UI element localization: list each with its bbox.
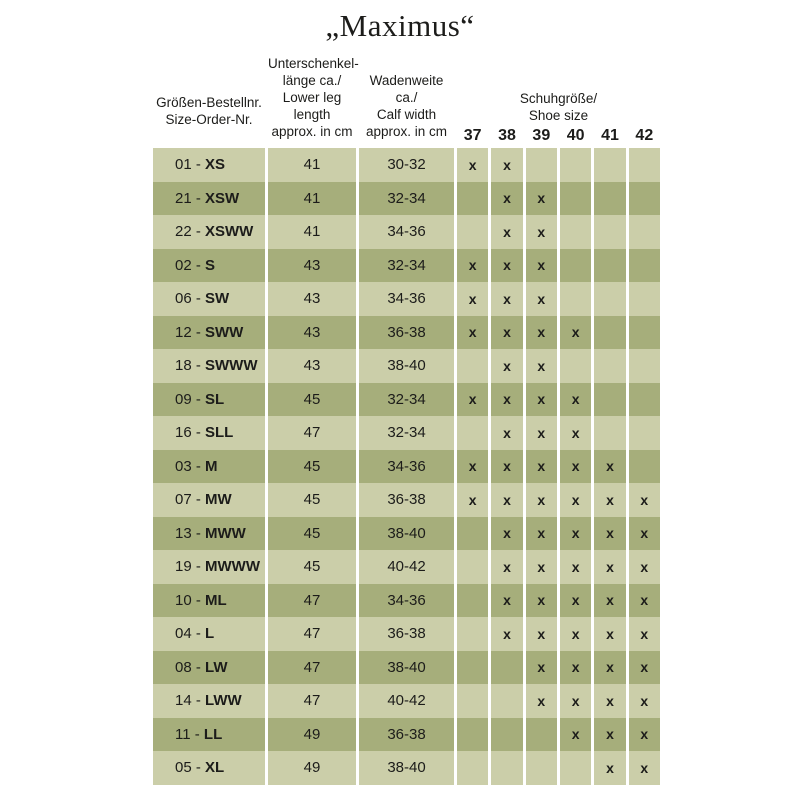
shoe-size-41-mark-cell: x — [594, 718, 625, 752]
calf-width-cell: 36-38 — [359, 316, 454, 350]
calf-width-cell: 32-34 — [359, 416, 454, 450]
shoe-size-41-mark-cell — [594, 416, 625, 450]
shoe-size-38-mark-cell: x — [491, 316, 522, 350]
shoe-size-38-mark-cell: x — [491, 416, 522, 450]
shoe-size-38-mark-cell: x — [491, 349, 522, 383]
shoe-size-39-mark-cell — [526, 148, 557, 182]
shoe-size-37-mark-cell — [457, 584, 488, 618]
lower-leg-length-cell: 47 — [268, 684, 356, 718]
header-line: länge ca./ — [282, 73, 342, 88]
shoe-size-40-mark-cell: x — [560, 684, 591, 718]
order-number: 04 - — [175, 625, 206, 643]
size-order-cell — [153, 718, 265, 752]
size-order-cell — [153, 483, 265, 517]
calf-width-cell: 38-40 — [359, 751, 454, 785]
shoe-size-40-mark-cell: x — [560, 517, 591, 551]
shoe-size-38-mark-cell — [491, 684, 522, 718]
shoe-size-40-mark-cell: x — [560, 718, 591, 752]
table-row — [153, 148, 660, 182]
size-code: L — [205, 625, 215, 643]
shoe-size-38-mark-cell: x — [491, 617, 522, 651]
order-number: 02 - — [175, 256, 206, 274]
calf-width-cell: 30-32 — [359, 148, 454, 182]
size-code: XS — [205, 156, 226, 174]
order-number: 10 - — [175, 591, 206, 609]
shoe-size-41-mark-cell: x — [594, 483, 625, 517]
lower-leg-length-cell: 45 — [268, 550, 356, 584]
size-order-cell — [153, 517, 265, 551]
header-line: Unterschenkel- — [268, 56, 359, 71]
order-number: 08 - — [175, 658, 206, 676]
shoe-size-38-mark-cell — [491, 718, 522, 752]
size-code: M — [205, 457, 218, 475]
size-code: LW — [205, 658, 228, 676]
shoe-size-39-mark-cell: x — [526, 349, 557, 383]
header-shoe-size-37: 37 — [463, 127, 482, 144]
shoe-size-42-mark-cell: x — [629, 584, 660, 618]
shoe-size-41-mark-cell — [594, 215, 625, 249]
calf-width-cell: 32-34 — [359, 249, 454, 283]
shoe-size-39-mark-cell: x — [526, 249, 557, 283]
order-number: 06 - — [175, 290, 206, 308]
header-line: approx. in cm — [365, 124, 448, 139]
shoe-size-38-mark-cell: x — [491, 584, 522, 618]
order-number: 05 - — [175, 759, 206, 777]
header-shoe-size-42: 42 — [635, 127, 654, 144]
header-line: Calf width — [376, 107, 437, 122]
shoe-size-41-mark-cell: x — [594, 550, 625, 584]
shoe-size-41-mark-cell — [594, 282, 625, 316]
shoe-size-41-mark-cell: x — [594, 450, 625, 484]
shoe-size-38-mark-cell — [491, 751, 522, 785]
shoe-size-42-mark-cell — [629, 383, 660, 417]
shoe-size-42-mark-cell — [629, 249, 660, 283]
table-row — [153, 282, 660, 316]
shoe-size-38-mark-cell: x — [491, 215, 522, 249]
table-row — [153, 751, 660, 785]
shoe-size-41-mark-cell — [594, 148, 625, 182]
table-row — [153, 617, 660, 651]
lower-leg-length-cell: 43 — [268, 349, 356, 383]
header-line: Shoe size — [528, 108, 589, 123]
shoe-size-37-mark-cell — [457, 617, 488, 651]
shoe-size-38-mark-cell: x — [491, 249, 522, 283]
header-line: Wadenweite ca./ — [369, 73, 444, 105]
shoe-size-40-mark-cell: x — [560, 483, 591, 517]
table-header — [153, 58, 660, 148]
shoe-size-37-mark-cell: x — [457, 148, 488, 182]
shoe-size-40-mark-cell: x — [560, 584, 591, 618]
table-row — [153, 483, 660, 517]
calf-width-cell: 40-42 — [359, 684, 454, 718]
order-number: 01 - — [175, 156, 206, 174]
shoe-size-37-mark-cell: x — [457, 383, 488, 417]
calf-width-cell: 36-38 — [359, 718, 454, 752]
table-row — [153, 316, 660, 350]
shoe-size-39-mark-cell: x — [526, 617, 557, 651]
size-table — [153, 58, 660, 785]
shoe-size-37-mark-cell — [457, 349, 488, 383]
shoe-size-42-mark-cell — [629, 182, 660, 216]
size-order-cell — [153, 215, 265, 249]
shoe-size-37-mark-cell — [457, 651, 488, 685]
shoe-size-41-mark-cell — [594, 349, 625, 383]
lower-leg-length-cell: 45 — [268, 383, 356, 417]
table-row — [153, 383, 660, 417]
lower-leg-length-cell: 47 — [268, 651, 356, 685]
order-number: 14 - — [175, 692, 206, 710]
table-row — [153, 182, 660, 216]
size-order-cell — [153, 684, 265, 718]
shoe-size-39-mark-cell: x — [526, 450, 557, 484]
shoe-size-40-mark-cell — [560, 349, 591, 383]
shoe-size-39-mark-cell: x — [526, 651, 557, 685]
shoe-size-40-mark-cell — [560, 751, 591, 785]
calf-width-cell: 32-34 — [359, 182, 454, 216]
shoe-size-37-mark-cell — [457, 182, 488, 216]
header-line: Lower leg length — [282, 90, 342, 122]
shoe-size-40-mark-cell: x — [560, 416, 591, 450]
lower-leg-length-cell: 43 — [268, 316, 356, 350]
table-row — [153, 517, 660, 551]
size-code: SWW — [205, 323, 244, 341]
order-number: 11 - — [175, 725, 204, 743]
lower-leg-length-cell: 49 — [268, 751, 356, 785]
calf-width-cell: 38-40 — [359, 517, 454, 551]
lower-leg-length-cell: 45 — [268, 450, 356, 484]
order-number: 22 - — [175, 223, 206, 241]
size-code: SLL — [205, 424, 234, 442]
order-number: 12 - — [175, 323, 206, 341]
shoe-size-38-mark-cell: x — [491, 182, 522, 216]
header-shoe-size-40: 40 — [566, 127, 585, 144]
lower-leg-length-cell: 41 — [268, 215, 356, 249]
header-line: Größen-Bestellnr. — [156, 95, 262, 110]
shoe-size-38-mark-cell: x — [491, 483, 522, 517]
size-code: MWWW — [205, 558, 260, 576]
shoe-size-38-mark-cell: x — [491, 517, 522, 551]
header-lower-leg-length — [268, 55, 359, 148]
shoe-size-39-mark-cell: x — [526, 517, 557, 551]
header-size-order — [153, 94, 265, 148]
shoe-size-42-mark-cell: x — [629, 550, 660, 584]
header-shoe-size-38: 38 — [498, 127, 516, 144]
header-calf-width — [359, 72, 454, 148]
shoe-size-42-mark-cell — [629, 148, 660, 182]
shoe-size-37-mark-cell — [457, 416, 488, 450]
shoe-size-39-mark-cell: x — [526, 316, 557, 350]
table-row — [153, 349, 660, 383]
header-shoe-size — [457, 90, 660, 127]
order-number: 09 - — [175, 390, 206, 408]
size-order-cell — [153, 550, 265, 584]
calf-width-cell: 34-36 — [359, 282, 454, 316]
order-number: 13 - — [175, 524, 206, 542]
table-row — [153, 450, 660, 484]
shoe-size-37-mark-cell: x — [457, 282, 488, 316]
size-code: XSWW — [205, 223, 254, 241]
table-row — [153, 416, 660, 450]
size-order-cell — [153, 316, 265, 350]
lower-leg-length-cell: 47 — [268, 416, 356, 450]
shoe-size-42-mark-cell: x — [629, 718, 660, 752]
table-row — [153, 215, 660, 249]
shoe-size-39-mark-cell: x — [526, 182, 557, 216]
shoe-size-37-mark-cell — [457, 751, 488, 785]
shoe-size-42-mark-cell — [629, 316, 660, 350]
shoe-size-37-mark-cell: x — [457, 316, 488, 350]
shoe-size-42-mark-cell — [629, 416, 660, 450]
shoe-size-40-mark-cell — [560, 249, 591, 283]
shoe-size-42-mark-cell: x — [629, 617, 660, 651]
size-order-cell — [153, 349, 265, 383]
order-number: 19 - — [175, 558, 206, 576]
table-row — [153, 550, 660, 584]
shoe-size-41-mark-cell: x — [594, 584, 625, 618]
header-line: approx. in cm — [271, 124, 353, 139]
size-order-cell — [153, 651, 265, 685]
size-order-cell — [153, 584, 265, 618]
shoe-size-38-mark-cell: x — [491, 148, 522, 182]
shoe-size-40-mark-cell: x — [560, 651, 591, 685]
shoe-size-40-mark-cell: x — [560, 383, 591, 417]
lower-leg-length-cell: 47 — [268, 617, 356, 651]
shoe-size-39-mark-cell: x — [526, 483, 557, 517]
calf-width-cell: 34-36 — [359, 450, 454, 484]
shoe-size-38-mark-cell: x — [491, 450, 522, 484]
calf-width-cell: 32-34 — [359, 383, 454, 417]
size-code: XSW — [205, 189, 240, 207]
table-body — [153, 148, 660, 785]
shoe-size-37-mark-cell — [457, 550, 488, 584]
shoe-size-42-mark-cell — [629, 282, 660, 316]
calf-width-cell: 38-40 — [359, 349, 454, 383]
size-code: S — [205, 256, 216, 274]
shoe-size-40-mark-cell: x — [560, 450, 591, 484]
shoe-size-42-mark-cell: x — [629, 751, 660, 785]
shoe-size-42-mark-cell — [629, 215, 660, 249]
shoe-size-39-mark-cell — [526, 718, 557, 752]
shoe-size-40-mark-cell: x — [560, 617, 591, 651]
lower-leg-length-cell: 43 — [268, 249, 356, 283]
size-code: ML — [205, 591, 227, 609]
shoe-size-40-mark-cell: x — [560, 550, 591, 584]
size-order-cell — [153, 450, 265, 484]
shoe-size-40-mark-cell: x — [560, 316, 591, 350]
shoe-size-41-mark-cell: x — [594, 617, 625, 651]
size-code: LWW — [205, 692, 242, 710]
size-code: MW — [205, 491, 232, 509]
calf-width-cell: 34-36 — [359, 584, 454, 618]
shoe-size-40-mark-cell — [560, 215, 591, 249]
shoe-size-41-mark-cell — [594, 383, 625, 417]
order-number: 18 - — [175, 357, 206, 375]
lower-leg-length-cell: 45 — [268, 483, 356, 517]
shoe-size-39-mark-cell: x — [526, 215, 557, 249]
order-number: 03 - — [175, 457, 206, 475]
shoe-size-37-mark-cell — [457, 517, 488, 551]
shoe-size-39-mark-cell — [526, 751, 557, 785]
shoe-size-38-mark-cell: x — [491, 282, 522, 316]
shoe-size-37-mark-cell: x — [457, 483, 488, 517]
shoe-size-40-mark-cell — [560, 148, 591, 182]
calf-width-cell: 36-38 — [359, 617, 454, 651]
size-code: LL — [203, 725, 223, 743]
size-order-cell — [153, 249, 265, 283]
table-row — [153, 249, 660, 283]
lower-leg-length-cell: 47 — [268, 584, 356, 618]
shoe-size-39-mark-cell: x — [526, 584, 557, 618]
order-number: 07 - — [175, 491, 206, 509]
lower-leg-length-cell: 41 — [268, 148, 356, 182]
table-row — [153, 584, 660, 618]
size-order-cell — [153, 751, 265, 785]
shoe-size-41-mark-cell — [594, 316, 625, 350]
shoe-size-39-mark-cell: x — [526, 684, 557, 718]
shoe-size-41-mark-cell: x — [594, 651, 625, 685]
size-order-cell — [153, 148, 265, 182]
shoe-size-38-mark-cell — [491, 651, 522, 685]
header-shoe-size-41: 41 — [601, 127, 619, 144]
table-row — [153, 718, 660, 752]
calf-width-cell: 40-42 — [359, 550, 454, 584]
shoe-size-38-mark-cell: x — [491, 550, 522, 584]
shoe-size-42-mark-cell: x — [629, 483, 660, 517]
order-number: 16 - — [175, 424, 206, 442]
shoe-size-42-mark-cell: x — [629, 517, 660, 551]
table-row — [153, 651, 660, 685]
shoe-size-39-mark-cell: x — [526, 416, 557, 450]
lower-leg-length-cell: 43 — [268, 282, 356, 316]
calf-width-cell: 36-38 — [359, 483, 454, 517]
shoe-size-42-mark-cell — [629, 349, 660, 383]
header-line: Size-Order-Nr. — [165, 112, 253, 127]
page-title: „Maximus“ — [325, 8, 475, 43]
lower-leg-length-cell: 41 — [268, 182, 356, 216]
lower-leg-length-cell: 49 — [268, 718, 356, 752]
shoe-size-37-mark-cell — [457, 718, 488, 752]
size-code: SWWW — [205, 357, 258, 375]
shoe-size-42-mark-cell — [629, 450, 660, 484]
shoe-size-39-mark-cell: x — [526, 282, 557, 316]
size-code: SW — [205, 290, 230, 308]
size-order-cell — [153, 383, 265, 417]
size-code: MWW — [205, 524, 246, 542]
size-order-cell — [153, 282, 265, 316]
shoe-size-37-mark-cell — [457, 684, 488, 718]
shoe-size-40-mark-cell — [560, 182, 591, 216]
shoe-size-37-mark-cell: x — [457, 450, 488, 484]
header-shoe-size-39: 39 — [532, 127, 551, 144]
size-order-cell — [153, 182, 265, 216]
shoe-size-37-mark-cell: x — [457, 249, 488, 283]
shoe-size-41-mark-cell: x — [594, 684, 625, 718]
shoe-size-42-mark-cell: x — [629, 684, 660, 718]
shoe-size-39-mark-cell: x — [526, 550, 557, 584]
size-code: SL — [205, 390, 225, 408]
header-line: Schuhgröße/ — [519, 91, 598, 106]
shoe-size-40-mark-cell — [560, 282, 591, 316]
calf-width-cell: 38-40 — [359, 651, 454, 685]
shoe-size-41-mark-cell — [594, 249, 625, 283]
shoe-size-42-mark-cell: x — [629, 651, 660, 685]
shoe-size-38-mark-cell: x — [491, 383, 522, 417]
order-number: 21 - — [175, 189, 206, 207]
shoe-size-41-mark-cell — [594, 182, 625, 216]
calf-width-cell: 34-36 — [359, 215, 454, 249]
lower-leg-length-cell: 45 — [268, 517, 356, 551]
size-order-cell — [153, 416, 265, 450]
size-order-cell — [153, 617, 265, 651]
size-code: XL — [205, 759, 225, 777]
shoe-size-41-mark-cell: x — [594, 517, 625, 551]
shoe-size-39-mark-cell: x — [526, 383, 557, 417]
table-row — [153, 684, 660, 718]
shoe-size-37-mark-cell — [457, 215, 488, 249]
shoe-size-41-mark-cell: x — [594, 751, 625, 785]
